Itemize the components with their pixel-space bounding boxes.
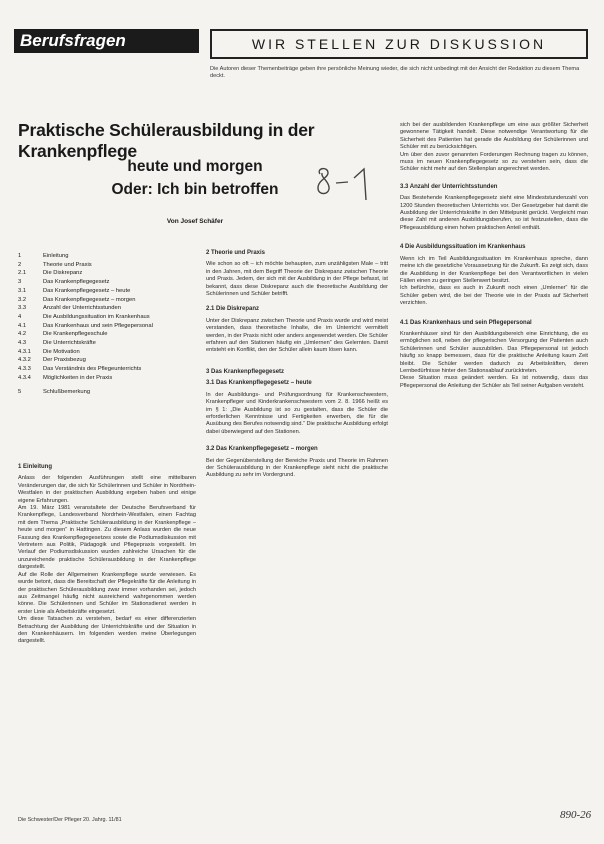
journal-citation: Die Schwester/Der Pfleger 20. Jahrg. 11/81 xyxy=(18,817,122,823)
toc-item: 2 Theorie und Praxis xyxy=(18,261,92,268)
paragraph: Bei der Gegenüberstellung der Bereiche Praxis und Theorie im Rahmen der Schülerausbildung in der Krankenpflege sieht nicht die praktische Ausbildung zu sehr im Vordergrund. xyxy=(206,457,388,479)
paragraph: In der Ausbildungs- und Prüfungsordnung für Krankenschwestern, Krankenpfleger und Kinderkrankenschwestern vom 2. 8. 1966 heißt es im § 1: „Die Ausbildung ist so zu gestalten, dass die Schüler die erforderlichen Kenntnisse und Fertigkeiten erwerben, die für die Ausübung des Berufes notwendig sind.“ Die praktische Ausbildung erfolgt dabei überwiegend auf den Stationen. xyxy=(206,391,388,435)
paragraph: Wenn ich im Teil Ausbildungssituation im Krankenhaus spreche, dann meine ich die gesetzliche Voraussetzung für die Zukunft. Es zeigt sich, dass die Ausbildung in der Krankenpflege bei den Verantwortlichen in vielen Fällen einen zu geringen Stellenwert besitzt. xyxy=(400,255,588,284)
toc-item: 2.1 Die Diskrepanz xyxy=(18,270,83,277)
table-of-contents xyxy=(18,252,193,396)
section-heading: 1 Einleitung xyxy=(18,464,53,470)
column-3 xyxy=(400,122,588,390)
paragraph: Das Bestehende Krankenpflegegesetz sieht eine Mindeststundenzahl von 1200 Stunden theoretischen Unterrichts vor. Der Gesetzgeber hat damit die Ausbildung der Unterrichtskräfte in den Mittelpunkt gerückt. Vergleicht man diese Zahl mit anderen Ausbildungsberufen, so ist festzustellen, dass die Pflegeausbildung einen hohen praktischen Anteil enthält. xyxy=(400,195,588,231)
section-heading: 2.1 Die Diskrepanz xyxy=(206,306,260,313)
toc-item: 1 Einleitung xyxy=(18,253,69,259)
toc-item: 3 Das Krankenpflegegesetz xyxy=(18,279,110,286)
toc-item: 4.3.1 Die Motivation xyxy=(18,348,80,355)
toc-item: 3.1 Das Krankenpflegegesetz – heute xyxy=(18,287,131,294)
section-heading: 3.3 Anzahl der Unterrichtsstunden xyxy=(400,183,498,190)
column-2 xyxy=(206,250,388,480)
paragraph: Diese Situation muss geändert werden. Es ist notwendig, dass das Pflegepersonal die Anleitung der Schüler als Teil seiner Aufgaben versteht. xyxy=(400,375,588,389)
toc-item: 4 Die Ausbildungssituation im Krankenhaus xyxy=(18,313,150,320)
paragraph: Krankenhäuser sind für den Ausbildungsbereich eine Einrichtung, die es ermöglichen soll, neben der pflegerischen Versorgung der Patienten auch Schülerinnen und Schüler auszubilden. Das Pflegepersonal ist jedoch häufig so knapp bemessen, dass für die praktische Anleitung kaum Zeit bleibt. Die Schüler werden dadurch zu Arbeitskräften, deren Lernbedürfnisse hinter den Stationsablauf zurücktreten. xyxy=(400,330,588,374)
toc-item: 3.2 Das Krankenpflegegesetz – morgen xyxy=(18,296,136,303)
paragraph: Um diese Tatsachen zu verstehen, bedarf es einer differenzierten Betrachtung der Ausbildung der Unterrichtskräfte und der Situation in den Krankenhäusern. Im folgenden werden meine Überlegungen dargestellt. xyxy=(18,616,196,645)
section-heading: 3.1 Das Krankenpflegegesetz – heute xyxy=(206,380,312,387)
section-heading: 4 Die Ausbildungssituation im Krankenhaus xyxy=(400,244,526,251)
editorial-disclaimer: Die Autoren dieser Themenbeiträge geben ihre persönliche Meinung wieder, die sich nicht unbedingt mit der Ansicht der Redaktion zu diesem Thema deckt. xyxy=(210,66,580,79)
paragraph: Ich befürchte, dass es auch in Zukunft noch einen „Umlerner“ für die Schüler geben wird, die bei der Theorie wie in der Praxis auf Sicherheit verzichten. xyxy=(400,285,588,307)
paragraph: Um über den zuvor genannten Forderungen Rechnung tragen zu können, muss im neuen Krankenpflegegesetz so zu verstehen sein, dass die Schüler nicht mehr auf den Stellenplan angerechnet werden. xyxy=(400,151,588,173)
discussion-banner: WIR STELLEN ZUR DISKUSSION xyxy=(210,29,588,59)
toc-item: 4.3.4 Möglichkeiten in der Praxis xyxy=(18,374,113,381)
paragraph: Unter der Diskrepanz zwischen Theorie und Praxis wurde und wird meist verstanden, dass theoretische Inhalte, die im Unterricht vermittelt werden, in der Praxis nicht oder anders angewendet werden. Die Schüler erfahren auf den Stationen häufig ein „Umlernen“ des Gelernten. Damit entsteht ein Konflikt, den der Schüler allein kaum lösen kann. xyxy=(206,317,388,354)
toc-item: 4.3.3 Das Verständnis des Pflegeunterrichts xyxy=(18,366,142,373)
section-heading: 2 Theorie und Praxis xyxy=(206,250,266,256)
section-heading: 3.2 Das Krankenpflegegesetz – morgen xyxy=(206,446,318,453)
toc-item: 5 Schlußbemerkung xyxy=(18,388,91,395)
paragraph: Wie schon so oft – ich möchte behaupten, zum unzähligsten Male – tritt in den Jahren, mit dem Begriff Theorie der Diskrepanz zwischen Theorie und Praxis. Jedem, der sich mit der Ausbildung in der Pflege befasst, ist bekannt, dass diese Diskrepanz auch die theoretische Ausbildung der Schülerinnen und Schüler betrifft. xyxy=(206,261,388,298)
paragraph: Anlass der folgenden Ausführungen stellt eine mittelbaren Veränderungen dar, die sich für Schülerinnen und Schüler in Nordrhein-Westfalen in der praktischen Ausbildung ergeben haben und einige eigene Erfahrungen. xyxy=(18,475,196,504)
page-number: 890-26 xyxy=(560,809,592,821)
paragraph: Am 19. März 1981 veranstaltete der Deutsche Berufsverband für Krankenpflege, Landesverband Nordrhein-Westfalen, einen Fachtag mit dem Thema „Praktische Schülerausbildung in der Krankenpflege – heute und morgen“ in Hattingen. Zu diesem Anlass wurden die neue Fassung des Krankenpflegegesetzes sowie die Podiumsdiskussion mit Vertretern aus Politik, Pädagogik und Pflegepraxis vorgestellt. Im Verlauf der Podiumsdiskussion wurden zahlreiche Ursachen für die unzureichende praktische Schülerausbildung in der Krankenpflege dargestellt. xyxy=(18,505,196,571)
author-line: Von Josef Schäfer xyxy=(166,218,224,225)
handwritten-annotation xyxy=(314,164,376,204)
toc-item: 4.1 Das Krankenhaus und sein Pflegepersonal xyxy=(18,322,153,329)
toc-item: 4.3 Die Unterrichtskräfte xyxy=(18,340,96,347)
paragraph: sich bei der ausbildenden Krankenpflege um eine aus größter Sicherheit gewonnene Tätigkeit handelt. Diese notwendige Verantwortung für die Sicherheit des Patienten hat gerade die Ausbildung der Schülerinnen und Schüler mit zu berücksichtigen. xyxy=(400,122,588,151)
paragraph: Auf die Rolle der Allgemeinen Krankenpflege wurde verwiesen. Es wurde betont, dass die Bereitschaft der Pflegekräfte für die Anleitung in der praktischen Schülerausbildung zwar immer vorhanden sei, jedoch aus Zeitmangel häufig nicht ausreichend wahrgenommen werden könne. Die Schülerinnen und Schüler im Stationsdienst werden in erster Linie als Arbeitskräfte eingesetzt. xyxy=(18,571,196,615)
toc-item: 4.3.2 Der Praxisbezug xyxy=(18,357,86,364)
column-1 xyxy=(18,464,196,646)
section-heading: 4.1 Das Krankenhaus und sein Pflegepersonal xyxy=(400,319,532,326)
section-tag: Berufsfragen xyxy=(14,29,199,53)
section-heading: 3 Das Krankenpflegegesetz xyxy=(206,368,285,375)
article-title: Praktische Schülerausbildung in der Krankenpflege xyxy=(18,120,315,161)
toc-item: 4.2 Die Krankenpflegeschule xyxy=(18,331,108,338)
article-subtitle-1: heute und morgen xyxy=(127,158,263,175)
toc-item: 3.3 Anzahl der Unterrichtsstunden xyxy=(18,305,121,312)
article-subtitle-2: Oder: Ich bin betroffen xyxy=(111,181,279,198)
